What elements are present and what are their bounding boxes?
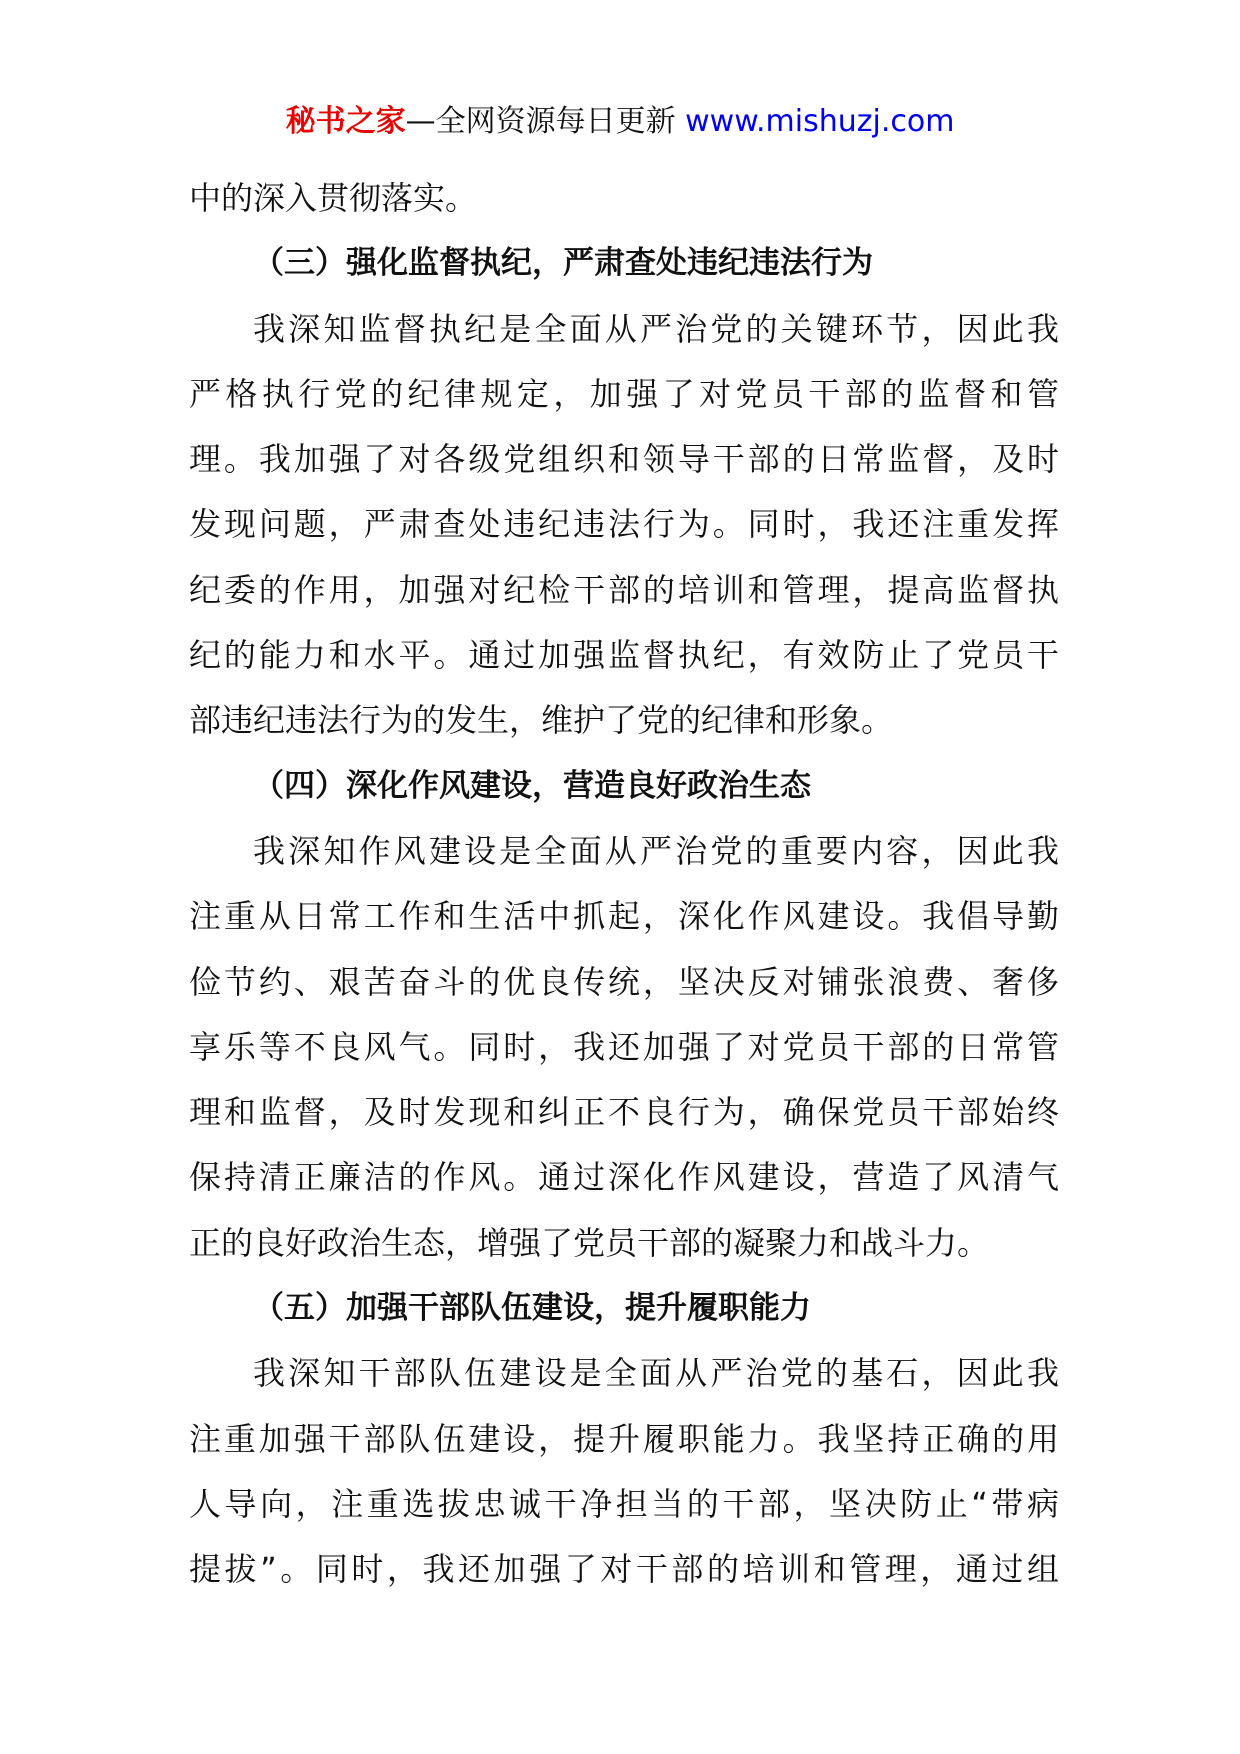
text-line: 理和监督，及时发现和纠正不良行为，确保党员干部始终 xyxy=(189,1093,1059,1132)
text-line: 注重从日常工作和生活中抓起，深化作风建设。我倡导勤 xyxy=(189,897,1059,936)
watermark-header xyxy=(0,100,1240,144)
text-line: 理。我加强了对各级党组织和领导干部的日常监督，及时 xyxy=(189,440,1059,479)
text-line: 俭节约、艰苦奋斗的优良传统，坚决反对铺张浪费、奢侈 xyxy=(189,962,1059,1001)
text-line: 享乐等不良风气。同时，我还加强了对党员干部的日常管 xyxy=(189,1027,1059,1066)
text-line: 提拔”。同时，我还加强了对干部的培训和管理，通过组 xyxy=(189,1550,1059,1589)
text-line: 保持清正廉洁的作风。通过深化作风建设，营造了风清气 xyxy=(189,1158,1059,1197)
header-brand: 秘书之家 xyxy=(285,104,406,139)
text-line: 人导向，注重选拔忠诚干净担当的干部，坚决防止“带病 xyxy=(189,1484,1059,1523)
text-line: 部违纪违法行为的发生，维护了党的纪律和形象。 xyxy=(189,701,894,740)
text-line: 正的良好政治生态，增强了党员干部的凝聚力和战斗力。 xyxy=(189,1223,990,1262)
header-site-link[interactable]: www.mishuzj.com xyxy=(685,104,955,139)
section-heading: （五）加强干部队伍建设，提升履职能力 xyxy=(253,1290,811,1327)
text-line: 纪的能力和水平。通过加强监督执纪，有效防止了党员干 xyxy=(189,636,1059,675)
text-line: 我深知监督执纪是全面从严治党的关键环节，因此我 xyxy=(253,309,1059,348)
document-body xyxy=(189,166,1059,1603)
text-line: 严格执行党的纪律规定，加强了对党员干部的监督和管 xyxy=(189,374,1059,413)
text-line: 中的深入贯彻落实。 xyxy=(189,179,478,217)
text-line: 注重加强干部队伍建设，提升履职能力。我坚持正确的用 xyxy=(189,1419,1059,1458)
header-tagline: —全网资源每日更新 xyxy=(405,104,686,139)
text-line: 我深知干部队伍建设是全面从严治党的基石，因此我 xyxy=(253,1354,1059,1393)
text-line: 发现问题，严肃查处违纪违法行为。同时，我还注重发挥 xyxy=(189,505,1059,544)
section-heading: （四）深化作风建设，营造良好政治生态 xyxy=(253,767,811,804)
text-line: 我深知作风建设是全面从严治党的重要内容，因此我 xyxy=(253,831,1059,870)
section-heading: （三）强化监督执纪，严肃查处违纪违法行为 xyxy=(253,245,873,282)
text-line: 纪委的作用，加强对纪检干部的培训和管理，提高监督执 xyxy=(189,570,1059,609)
